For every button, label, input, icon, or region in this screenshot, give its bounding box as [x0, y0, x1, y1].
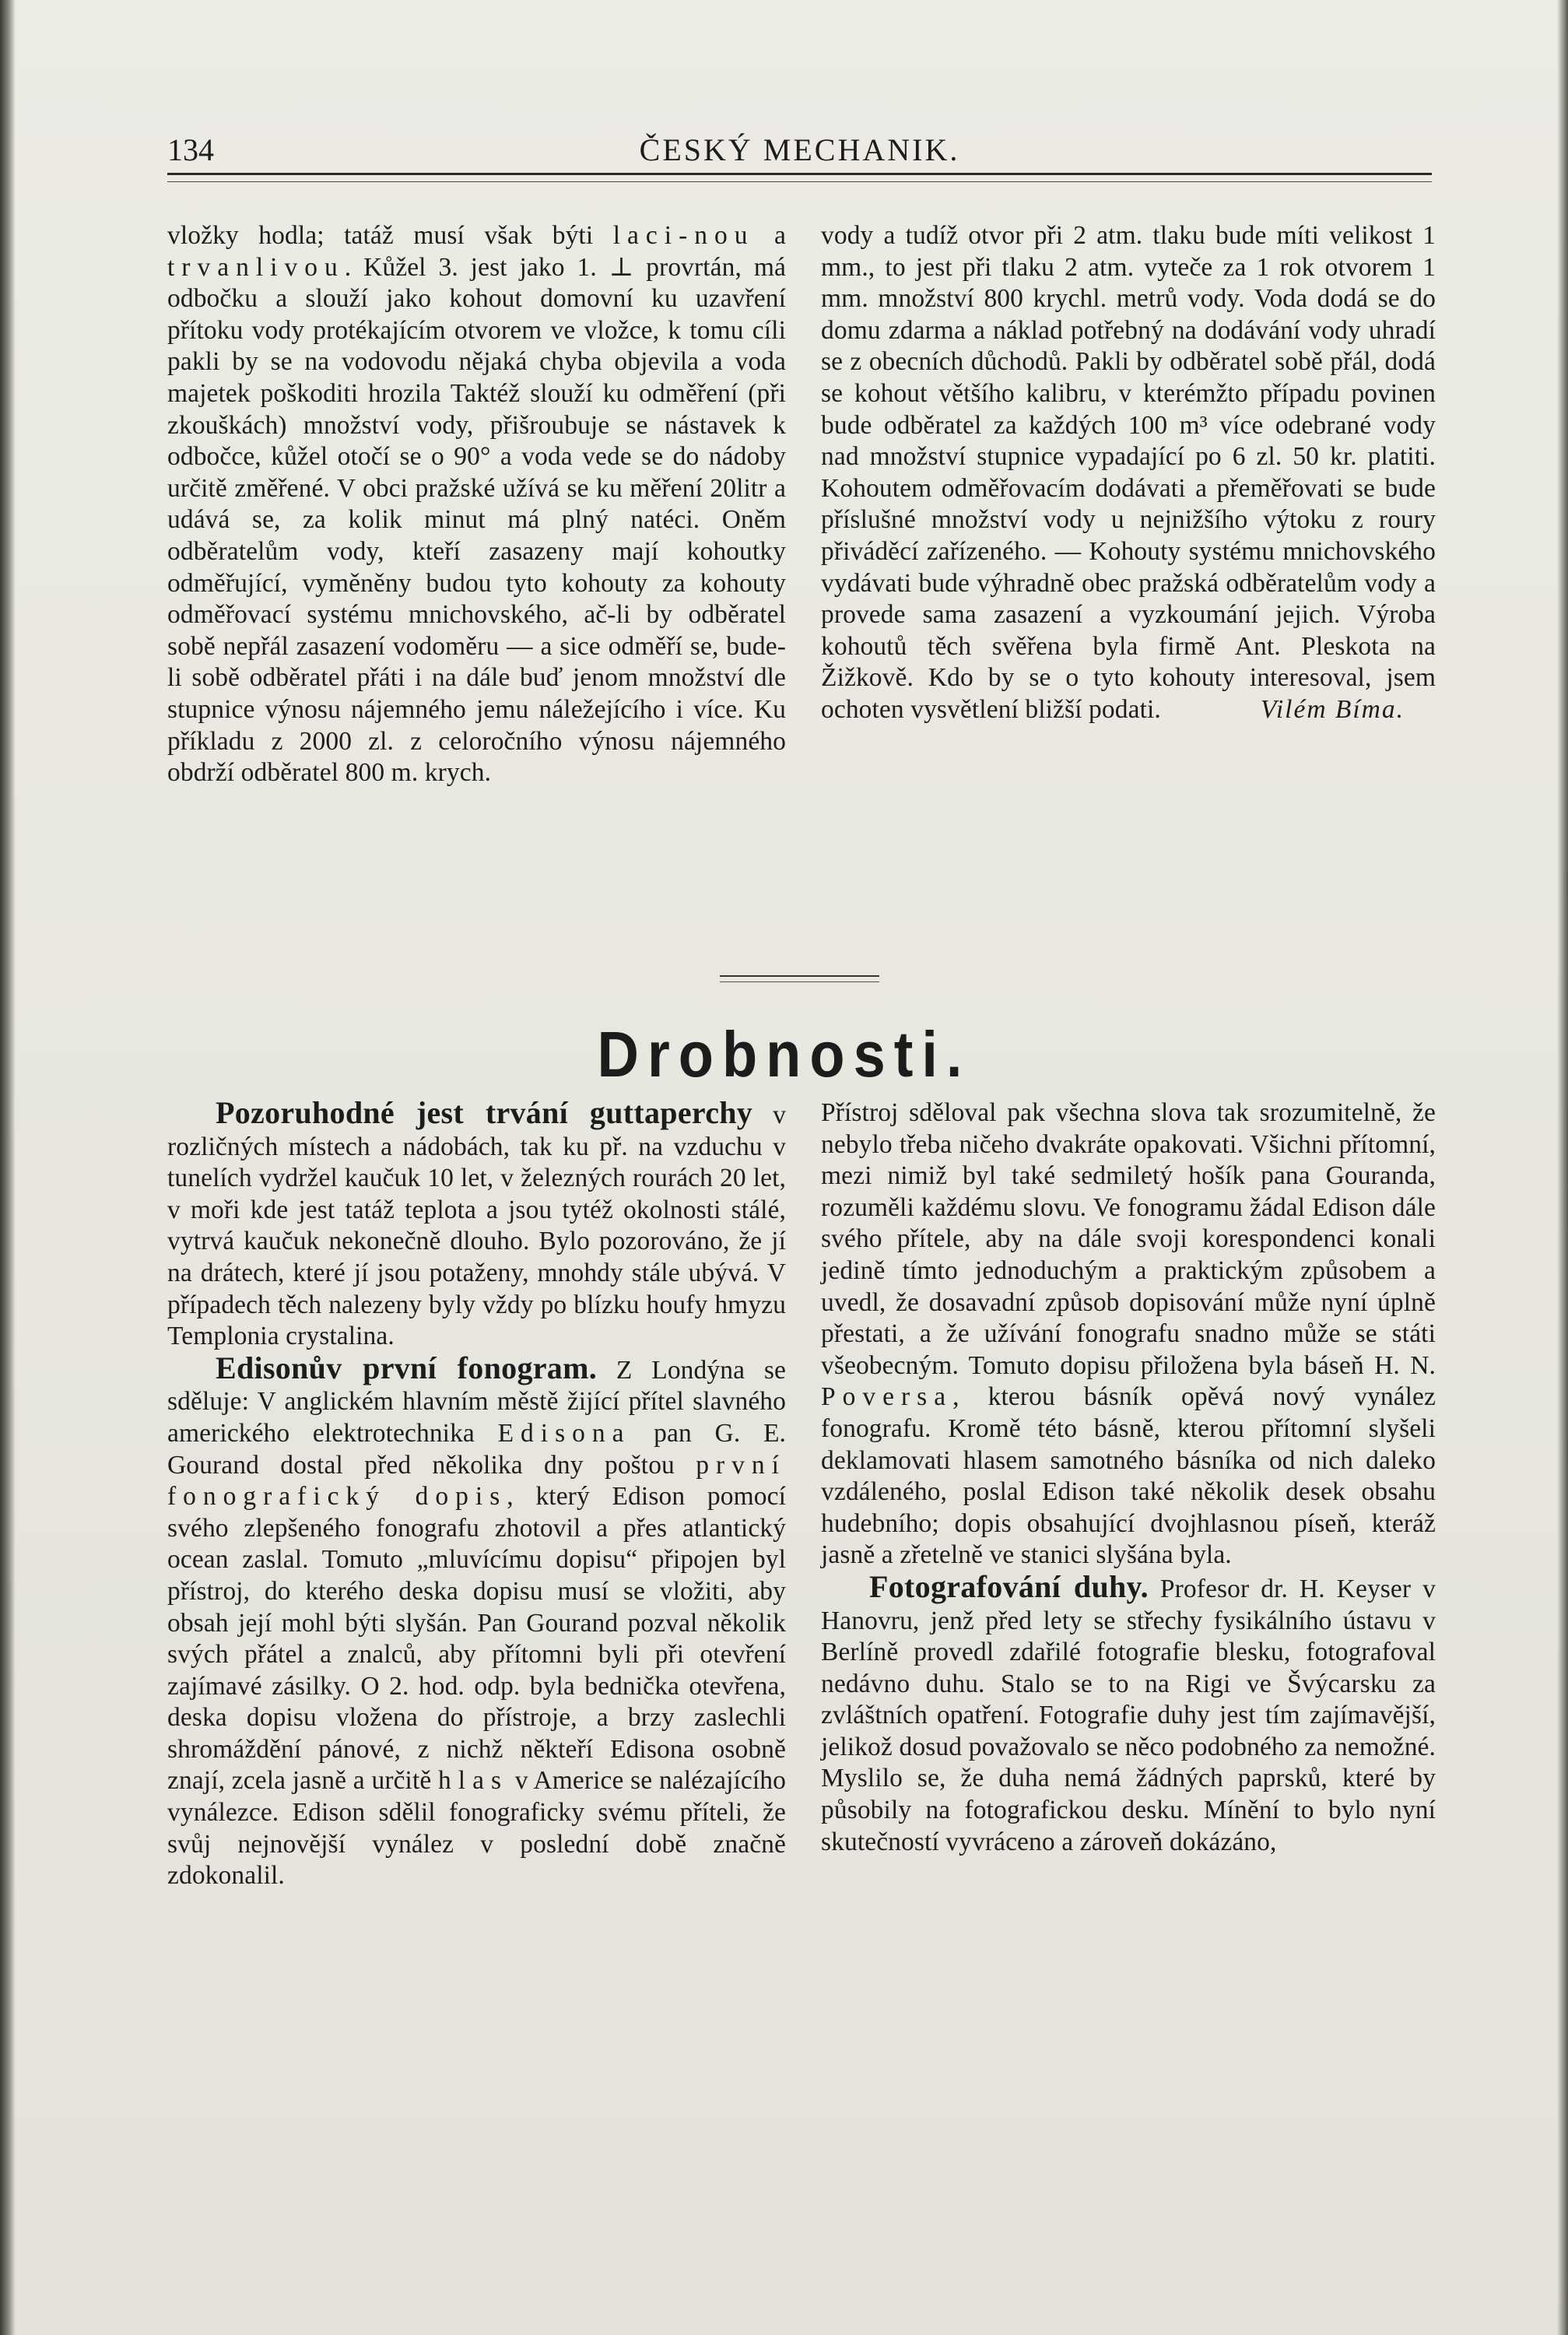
text-run: Z Londýna se sděluje: V anglickém hlavním městě žijící přítel slavného amerického elektrotechnika [167, 1355, 786, 1448]
section-heading: Drobnosti. [597, 1017, 971, 1090]
text-run: , který Edison pomocí svého zlepšeného fonografu zhotovil a přes atlantický ocean zaslal. Tomuto „mluvícímu dopisu“ připojen byl přístroj, do kterého deska dopisu musí se vložiti, aby obsah její mohl býti slyšán. Pan Gourand pozval několik svých přátel a znalců, aby přítomni byli při otevření zajímavé zásilky. O 2. hod. odp. byla bednička otevřena, deska dopisu vložena do přístroje, a brzy zaslechli shromáždění pánové, z nichž někteří Edisona osobně znají, zcela jasně a určitě [167, 1482, 786, 1796]
continued-paragraph [821, 220, 1436, 726]
article-title: Edisonův první fonogram. [216, 1350, 598, 1385]
text-run: . Kůžel 3. jest jako 1. ⊥ provrtán, má odbočku a slouží jako kohout domovní ku uzavření přítoku vody protékajícím otvorem ve vložce, k tomu cíli pakli by se na vodovodu nějaká chyba objevila a voda majetek poškoditi hrozila Taktéž slouží ku odměření (při zkouškách) množství vody, přišroubuje se nástavek k odbočce, kůžel otočí se o 90° a voda vede se do nádoby určitě změřené. V obci pražské užívá se ku měření 20litr a udává se, za kolik minut má plný natéci. Oněm odběratelům vody, kteří zasazeny mají kohoutky odměřující, vyměněny budou tyto kohouty za kohouty odměřovací systému mnichovského, ač-li by odběratel sobě nepřál zasazení vodoměru — a sice odměří se, bude-li sobě odběratel přáti i na dále buď jenom množství dle stupnice výnosu nájemného jemu náležejícího i více. Ku příkladu z 2000 zl. z celoročního výnosu nájemného obdrží odběratel 800 m. krych. [167, 252, 786, 788]
author-signature: Vilém Bíma. [1260, 694, 1405, 724]
spaced-emphasis: laci-nou [612, 221, 755, 250]
article-edison [167, 1350, 786, 1892]
text-run: v Americe se nalézajícího vynálezce. Edison sdělil fonograficky svému příteli, že svůj nejnovější vynález v poslední době značně zdokonalil. [167, 1766, 786, 1891]
text-run: vložky hodla; tatáž musí však býti [167, 221, 613, 250]
article-body: Profesor dr. H. Keyser v Hanovru, jenž před lety se střechy fysikálního ústavu v Berlíně provedl zdařilé fotografie blesku, fotografoval nedávno duhu. Stalo se to na Rigi ve Švýcarsku za zvláštních opatření. Fotografie duhy jest tím zajímavější, jelikož dosud považovalo se něco podobného za nemožné. Myslilo se, že duha nemá žádných paprsků, které by působily na fotografickou desku. Mínění to bylo nyní skutečností vyvráceno a zároveň dokázáno, [821, 1574, 1436, 1856]
spaced-emphasis: hlas [438, 1766, 509, 1796]
text-run: Přístroj sděloval pak všechna slova tak srozumitelně, že nebylo třeba ničeho dvakráte opakovati. Všichni přítomní, mezi nimiž byl také sedmiletý hošík pana Gouranda, rozuměli každému slovu. Ve fonogramu žádal Edison dále svého přítele, aby na dále svoji korespondenci konali jedině tímto jednoduchým a praktickým způsobem a uvedl, že dosavadní způsob dopisování může nyní úplně přestati, a že užívání fonografu snadno může se státi všeobecným. Tomuto dopisu přiložena byla báseň H. N. [821, 1098, 1436, 1380]
article-title: Fotografování duhy. [869, 1568, 1149, 1604]
text-run: pan G. E. Gourand dostal před několika dny poštou [167, 1418, 786, 1480]
article-guttapercha [167, 1097, 786, 1353]
article-body: v rozličných místech a nádobách, tak ku př. na vzduchu v tunelích vydržel kaučuk 10 let, v železných rourách 20 let, v moři kde jest tatáž teplota a jsou tytéž okolnosti stálé, vytrvá kaučuk nekonečně dlouho. Bylo pozorováno, že jí na drátech, které jí jsou potaženy, mnohdy stále ubývá. V případech těch nalezeny byly vždy po blízku houfy hmyzu Templonia crystalina. [167, 1101, 786, 1351]
paragraph-text: vody a tudíž otvor při 2 atm. tlaku bude míti velikost 1 mm., to jest při tlaku 2 atm. vyteče za 1 rok otvorem 1 mm. množství 800 krychl. metrů vody. Voda dodá se do domu zdarma a náklad potřebný na dodávání vody uhradí se z obecních důchodů. Pakli by odběratel sobě přál, dodá se kohout většího kalibru, v kterémžto případu povinen bude odběratel za každých 100 m³ více odebrané vody nad množství stupnice vypadající po 6 zl. 50 kr. platiti. Kohoutem odměřovacím dodávati a přeměřovati se bude příslušné množství vody u nejnižšího výtoku z roury přiváděcí zařízeného. — Kohouty systému mnichovského vydávati bude výhradně obec pražská odběratelům vody a provede sama zasazení a vyzkoumání jejich. Výroba kohoutů těch svěřena byla firmě Ant. Pleskota na Žižkově. Kdo by se o tyto kohouty interesoval, jsem ochoten vysvětlení bližší podati. [821, 221, 1436, 724]
header-rule [167, 173, 1432, 182]
journal-title: ČESKÝ MECHANIK. [639, 132, 960, 167]
spaced-emphasis: Poversa [821, 1382, 953, 1412]
text-run: , kterou básník opěvá nový vynález fonografu. Kromě této básně, kterou přítomní slyšeli deklamovati hlasem samotného básníka od nich daleko vzdáleného, poslal Edison také několik desek obsahu hudebního; dopis obsahující dvojhlasnou píseň, kteráž jasně a zřetelně ve stanici slyšána byla. [821, 1382, 1436, 1570]
edison-continuation [821, 1097, 1436, 1571]
section-separator [720, 975, 879, 982]
top-left-column [167, 220, 786, 789]
article-rainbow [821, 1568, 1436, 1858]
bottom-right-column [821, 1097, 1436, 1858]
top-right-column [821, 220, 1436, 726]
text-run: a [754, 221, 786, 250]
article-title: Pozoruhodné jest trvání guttaperchy [216, 1095, 753, 1130]
page-number: 134 [167, 132, 214, 167]
continued-paragraph [167, 220, 786, 789]
bottom-left-column [167, 1097, 786, 1892]
page-header [167, 131, 1432, 170]
spaced-emphasis: trvanlivou [167, 252, 345, 282]
spaced-emphasis: první fonografický dopis [167, 1450, 786, 1512]
spaced-emphasis: Edisona [497, 1418, 631, 1448]
